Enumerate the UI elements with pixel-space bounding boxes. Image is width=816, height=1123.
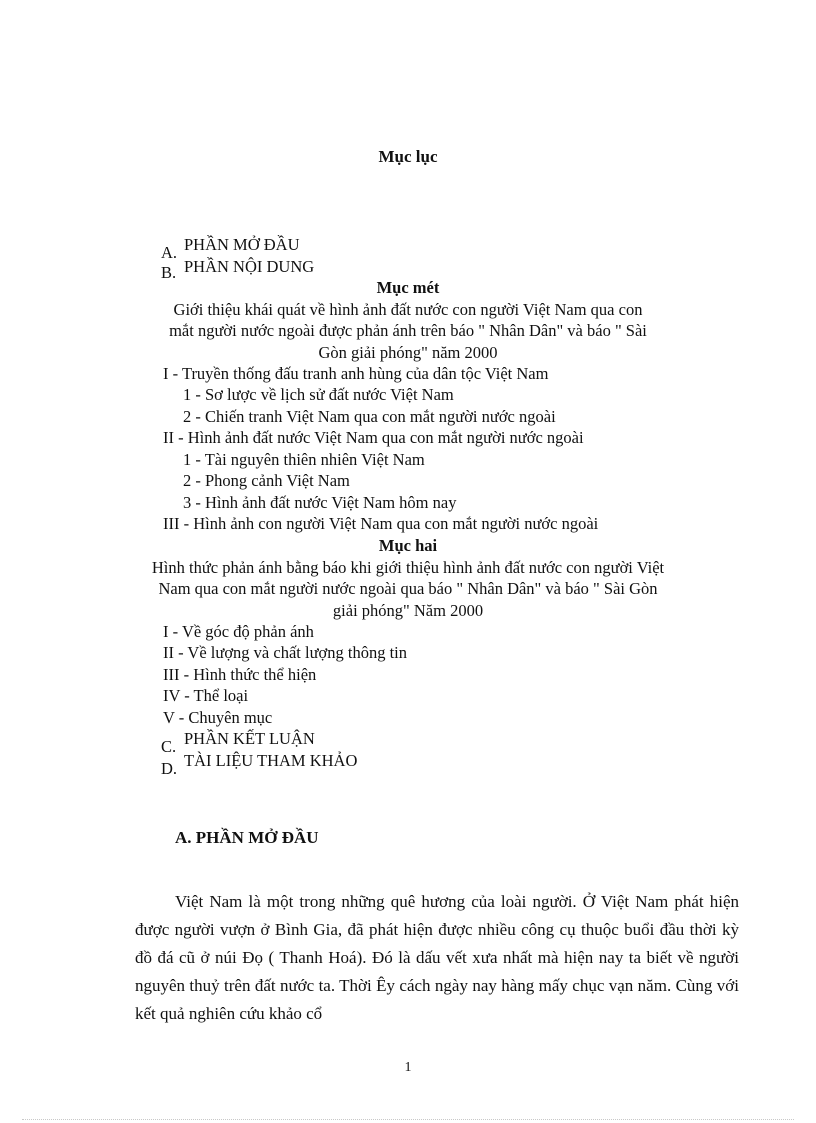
chapter-2-title: Mục hai	[378, 536, 438, 555]
toc-title: Mục lục	[378, 147, 438, 166]
part-d-letter: D.	[161, 759, 178, 778]
toc-item[interactable]: II - Về lượng và chất lượng thông tin	[163, 643, 407, 662]
toc-part-a[interactable]: PHẦN MỞ ĐẦU	[184, 235, 300, 254]
part-c-letter: C.	[161, 737, 177, 756]
part-b-letter: B.	[161, 263, 177, 282]
chapter-2-desc-line: Nam qua con mắt người nước ngoài qua báo " Nhân Dân" và báo " Sài Gòn	[158, 579, 658, 598]
toc-item[interactable]: I - Về góc độ phản ánh	[163, 622, 314, 641]
page-bottom-divider	[22, 1119, 794, 1120]
toc-item[interactable]: II - Hình ảnh đất nước Việt Nam qua con mắt người nước ngoài	[163, 428, 584, 447]
chapter-2-desc-line: giải phóng" Năm 2000	[332, 601, 484, 620]
body-paragraph: Việt Nam là một trong những quê hương của loài người. Ở Việt Nam phát hiện được người vượn ở Bình Gia, đã phát hiện được nhiều công cụ thuộc buổi đầu thời kỳ đồ đá cũ ở núi Đọ ( Thanh Hoá). Đó là dấu vết xưa nhất mà hiện nay ta biết về người nguyên thuỷ trên đất nước ta. Thời Êy cách ngày nay hàng mấy chục vạn năm. Cùng với kết quả nghiên cứu khảo cổ	[135, 892, 739, 1023]
chapter-1-desc-line: Gòn giải phóng" năm 2000	[318, 343, 498, 362]
part-a-letter: A.	[161, 243, 178, 262]
toc-part-b[interactable]: PHẦN NỘI DUNG	[184, 257, 315, 276]
toc-item[interactable]: 1 - Tài nguyên thiên nhiên Việt Nam	[183, 450, 425, 469]
toc-item[interactable]: V - Chuyên mục	[163, 708, 273, 727]
toc-part-c[interactable]: PHẦN KẾT LUẬN	[184, 729, 315, 748]
toc-item[interactable]: 2 - Phong cảnh Việt Nam	[183, 471, 350, 490]
page-number: 1	[404, 1060, 412, 1075]
toc-item[interactable]: 3 - Hình ảnh đất nước Việt Nam hôm nay	[183, 493, 457, 512]
toc-item[interactable]: III - Hình ảnh con người Việt Nam qua con mắt người nước ngoài	[163, 514, 599, 533]
toc-item[interactable]: 2 - Chiến tranh Việt Nam qua con mắt người nước ngoài	[183, 407, 556, 426]
chapter-1-title: Mục mét	[376, 278, 440, 297]
toc-item[interactable]: 1 - Sơ lược về lịch sử đất nước Việt Nam	[183, 385, 454, 404]
toc-item[interactable]: I - Truyền thống đấu tranh anh hùng của dân tộc Việt Nam	[163, 364, 549, 383]
toc-item[interactable]: III - Hình thức thể hiện	[163, 665, 317, 684]
chapter-2-desc-line: Hình thức phản ánh bằng báo khi giới thiệu hình ảnh đất nước con người Việt	[151, 558, 665, 577]
toc-item[interactable]: IV - Thể loại	[163, 686, 249, 705]
toc-part-d[interactable]: TÀI LIỆU THAM KHẢO	[184, 751, 358, 770]
chapter-1-desc-line: mắt người nước ngoài được phản ánh trên báo " Nhân Dân" và báo " Sài	[169, 321, 647, 340]
section-heading: A. PHẦN MỞ ĐẦU	[175, 828, 319, 847]
chapter-1-desc-line: Giới thiệu khái quát về hình ảnh đất nước con người Việt Nam qua con	[173, 300, 643, 319]
